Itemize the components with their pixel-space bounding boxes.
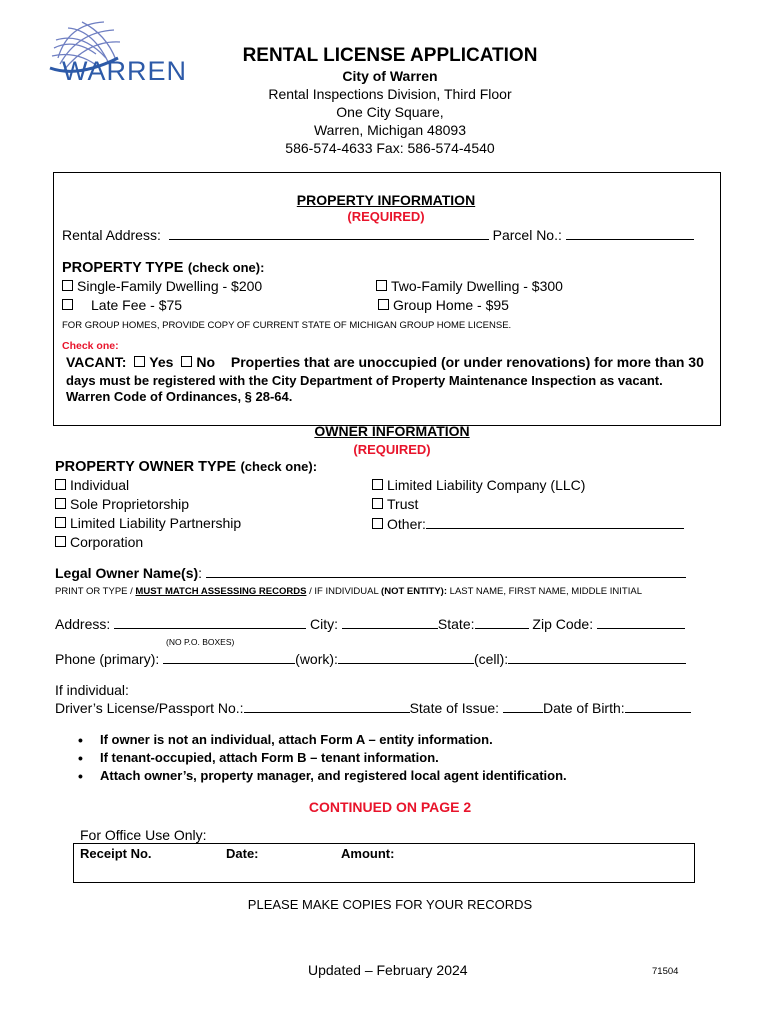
po-box-note: (NO P.O. BOXES): [166, 637, 235, 647]
header-phone: 586-574-4633 Fax: 586-574-4540: [285, 140, 495, 156]
checkbox-icon[interactable]: [55, 479, 66, 490]
owner-option-trust[interactable]: Trust: [372, 496, 418, 512]
legal-name-row: Legal Owner Name(s):: [55, 564, 686, 581]
owner-option-individual[interactable]: Individual: [55, 477, 129, 493]
checkbox-icon[interactable]: [376, 280, 387, 291]
if-individual-label: If individual:: [55, 682, 129, 698]
option-late-fee[interactable]: Late Fee - $75: [62, 297, 182, 313]
owner-option-sole[interactable]: Sole Proprietorship: [55, 496, 189, 512]
header-address1: One City Square,: [336, 104, 444, 120]
owner-option-other[interactable]: Other:: [372, 515, 684, 532]
state-issue-field[interactable]: [503, 699, 543, 713]
logo-text: WARREN: [62, 56, 187, 86]
vacant-text-2: days must be registered with the City Department of Property Maintenance Inspection as vacant.: [66, 373, 663, 388]
list-item: • If owner is not an individual, attach Form A – entity information.: [78, 731, 567, 749]
parcel-field[interactable]: [566, 226, 694, 240]
property-heading: PROPERTY INFORMATION: [296, 192, 476, 208]
dob-field[interactable]: [625, 699, 691, 713]
checkbox-icon[interactable]: [55, 536, 66, 547]
city-field[interactable]: [342, 615, 438, 629]
copies-note: PLEASE MAKE COPIES FOR YOUR RECORDS: [247, 897, 533, 912]
header-division: Rental Inspections Division, Third Floor: [268, 86, 512, 102]
list-item: • If tenant-occupied, attach Form B – tenant information.: [78, 749, 567, 767]
amount-label: Amount:: [341, 846, 395, 861]
checkbox-icon[interactable]: [372, 498, 383, 509]
page-title: RENTAL LICENSE APPLICATION: [242, 45, 538, 66]
rental-address-field[interactable]: [169, 226, 489, 240]
group-home-note: FOR GROUP HOMES, PROVIDE COPY OF CURRENT STATE OF MICHIGAN GROUP HOME LICENSE.: [62, 320, 512, 331]
checkbox-icon[interactable]: [372, 479, 383, 490]
license-row: Driver’s License/Passport No.: State of Issue: Date of Birth:: [55, 699, 691, 716]
phone-work-field[interactable]: [338, 650, 474, 664]
phone-row: Phone (primary): (work): (cell):: [55, 650, 686, 667]
checkbox-icon[interactable]: [62, 299, 73, 310]
option-group-home[interactable]: Group Home - $95: [378, 297, 509, 313]
owner-option-corporation[interactable]: Corporation: [55, 534, 143, 550]
phone-cell-field[interactable]: [508, 650, 686, 664]
header-address2: Warren, Michigan 48093: [313, 122, 466, 138]
check-one-label: Check one:: [62, 340, 119, 352]
state-field[interactable]: [475, 615, 529, 629]
attachment-instructions: [78, 731, 567, 785]
owner-option-llc[interactable]: Limited Liability Company (LLC): [372, 477, 585, 493]
rental-address-row: [62, 226, 694, 243]
vacant-row: VACANT: Yes No Properties that are unoccupied (or under renovations) for more than 30: [66, 354, 704, 370]
other-field[interactable]: [426, 515, 684, 529]
rental-address-label: Rental Address:: [62, 227, 161, 243]
checkbox-icon[interactable]: [55, 498, 66, 509]
zip-field[interactable]: [597, 615, 685, 629]
license-field[interactable]: [244, 699, 410, 713]
updated-date: Updated – February 2024: [308, 962, 468, 978]
owner-required: (REQUIRED): [353, 442, 431, 457]
phone-primary-field[interactable]: [163, 650, 295, 664]
address-field[interactable]: [114, 615, 306, 629]
receipt-label: Receipt No.: [80, 846, 152, 861]
vacant-yes-checkbox[interactable]: [134, 356, 145, 367]
list-item: • Attach owner’s, property manager, and registered local agent identification.: [78, 767, 567, 785]
vacant-no-checkbox[interactable]: [181, 356, 192, 367]
property-required: (REQUIRED): [347, 209, 425, 224]
form-code: 71504: [652, 966, 679, 977]
continued-note: CONTINUED ON PAGE 2: [308, 799, 472, 815]
legal-name-field[interactable]: [206, 564, 686, 578]
office-use-label: For Office Use Only:: [80, 827, 207, 843]
header-city: City of Warren: [342, 68, 438, 84]
parcel-label: Parcel No.:: [492, 227, 562, 243]
checkbox-icon[interactable]: [372, 518, 383, 529]
checkbox-icon[interactable]: [55, 517, 66, 528]
checkbox-icon[interactable]: [378, 299, 389, 310]
legal-name-note: PRINT OR TYPE / MUST MATCH ASSESSING RECORDS / IF INDIVIDUAL (NOT ENTITY): LAST NAME, FIRST NAME, MIDDLE INITIAL: [55, 586, 642, 597]
owner-heading: OWNER INFORMATION: [314, 423, 470, 439]
owner-type-heading: PROPERTY OWNER TYPE (check one):: [55, 459, 318, 475]
property-type-heading: PROPERTY TYPE (check one):: [62, 260, 265, 276]
owner-option-llp[interactable]: Limited Liability Partnership: [55, 515, 241, 531]
address-row: Address: City: State: Zip Code:: [55, 615, 685, 632]
option-two-family[interactable]: Two-Family Dwelling - $300: [376, 278, 563, 294]
vacant-text-3: Warren Code of Ordinances, § 28-64.: [66, 389, 293, 404]
option-single-family[interactable]: Single-Family Dwelling - $200: [62, 278, 262, 294]
checkbox-icon[interactable]: [62, 280, 73, 291]
date-label: Date:: [226, 846, 259, 861]
